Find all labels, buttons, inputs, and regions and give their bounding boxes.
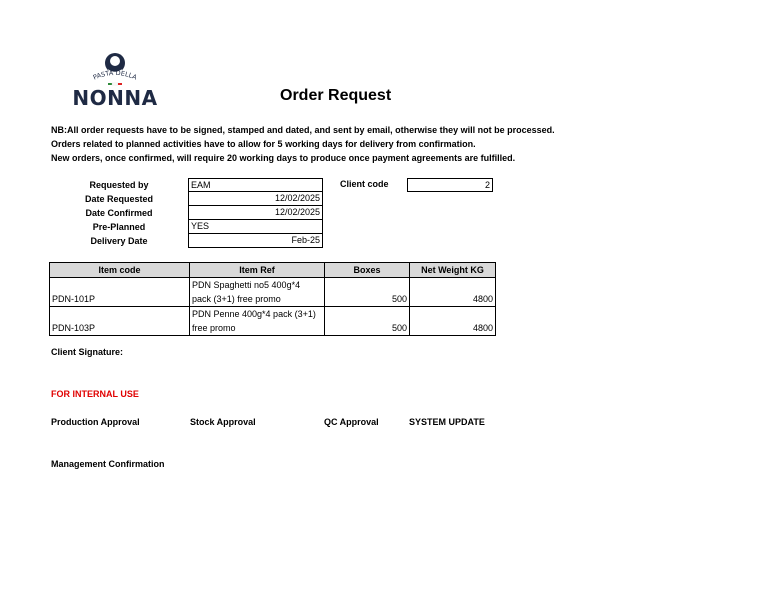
order-notes (51, 123, 555, 165)
internal-use-heading: FOR INTERNAL USE (51, 389, 139, 399)
management-confirmation-label: Management Confirmation (51, 459, 165, 469)
table-row (50, 307, 496, 336)
item-ref-line: pack (3+1) free promo (192, 294, 281, 304)
table-header-row (50, 263, 496, 278)
date-requested-label: Date Requested (84, 194, 154, 204)
boxes-cell[interactable]: 500 (325, 278, 410, 307)
delivery-date-label: Delivery Date (90, 236, 148, 246)
table-row (50, 278, 496, 307)
system-update-label: SYSTEM UPDATE (409, 417, 485, 427)
svg-text:PASTA DELLA (92, 69, 139, 82)
client-code-field[interactable]: 2 (407, 178, 493, 192)
col-net-weight: Net Weight KG (410, 263, 496, 278)
date-requested-field[interactable]: 12/02/2025 (188, 192, 323, 206)
date-confirmed-label: Date Confirmed (85, 208, 153, 218)
qc-approval-label: QC Approval (324, 417, 379, 427)
net-weight-cell[interactable]: 4800 (410, 278, 496, 307)
boxes-cell[interactable]: 500 (325, 307, 410, 336)
stock-approval-label: Stock Approval (190, 417, 256, 427)
item-code-cell[interactable]: PDN-103P (50, 307, 190, 336)
net-weight-cell[interactable]: 4800 (410, 307, 496, 336)
item-ref-line: PDN Spaghetti no5 400g*4 (192, 280, 301, 290)
client-signature-label: Client Signature: (51, 347, 124, 357)
requested-by-label: Requested by (89, 180, 149, 190)
nonna-emblem-icon (62, 50, 168, 90)
client-code-label: Client code (340, 179, 389, 189)
item-ref-line: PDN Penne 400g*4 pack (3+1) (192, 309, 316, 319)
item-ref-line: free promo (192, 323, 236, 333)
pre-planned-label: Pre-Planned (92, 222, 146, 232)
pre-planned-field[interactable]: YES (188, 220, 323, 234)
production-approval-label: Production Approval (51, 417, 140, 427)
note-line: NB:All order requests have to be signed, stamped and dated, and sent by email, otherwise they will not be processed. (51, 125, 555, 135)
item-ref-cell[interactable] (190, 278, 325, 307)
col-item-code: Item code (50, 263, 190, 278)
delivery-date-field[interactable]: Feb-25 (188, 234, 323, 248)
item-code-cell[interactable]: PDN-101P (50, 278, 190, 307)
requested-by-field[interactable]: EAM (188, 178, 323, 192)
logo-arc-text: PASTA DELLA (91, 68, 139, 82)
note-line: Orders related to planned activities have to allow for 5 working days for delivery from confirmation. (51, 139, 476, 149)
note-line: New orders, once confirmed, will require 20 working days to produce once payment agreements are fulfilled. (51, 153, 516, 163)
items-table (49, 262, 496, 336)
page-title: Order Request (280, 87, 392, 104)
item-ref-cell[interactable] (190, 307, 325, 336)
company-logo (62, 50, 168, 112)
col-boxes: Boxes (325, 263, 410, 278)
date-confirmed-field[interactable]: 12/02/2025 (188, 206, 323, 220)
col-item-ref: Item Ref (190, 263, 325, 278)
logo-brand-text: NONNA (72, 86, 158, 110)
